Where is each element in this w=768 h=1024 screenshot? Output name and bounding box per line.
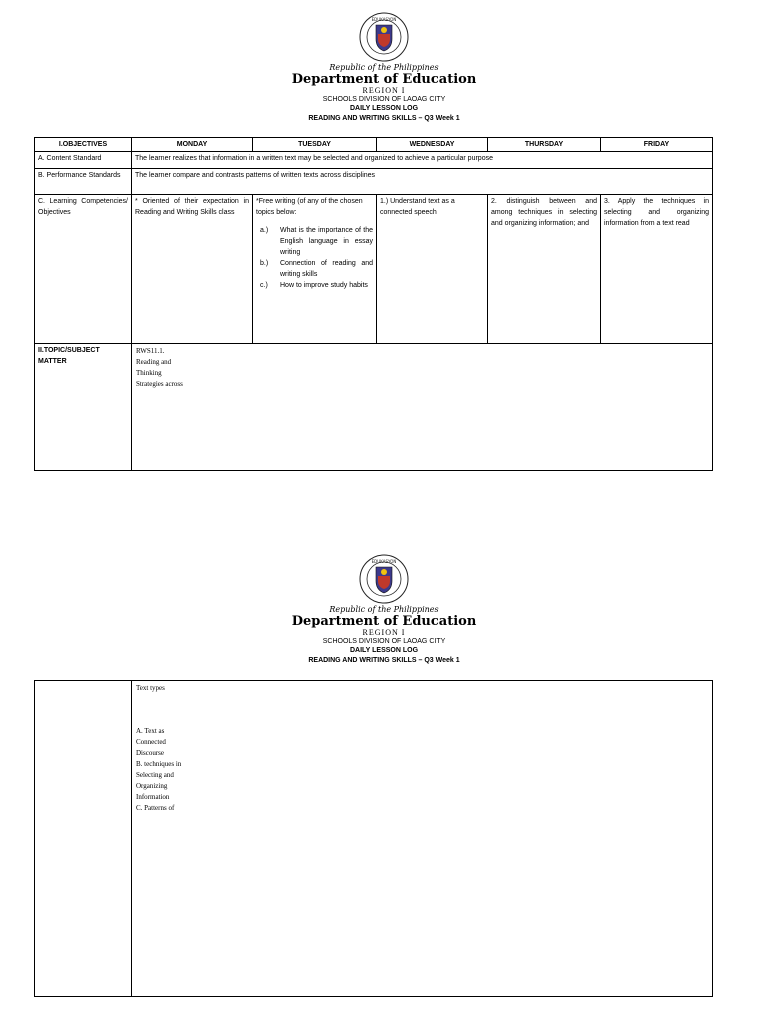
division-line: SCHOOLS DIVISION OF LAOAG CITY [322, 96, 446, 103]
division-line: SCHOOLS DIVISION OF LAOAG CITY [322, 638, 446, 645]
column-header: MONDAY [132, 138, 253, 152]
tuesday-intro: *Free writing (of any of the chosen topics below: [256, 198, 363, 216]
topic-line: Discourse [136, 748, 164, 757]
column-header: FRIDAY [601, 138, 713, 152]
department-name: Department of Education [291, 72, 477, 87]
table-header-row [35, 138, 713, 152]
svg-text:EDUKASYON: EDUKASYON [371, 559, 397, 564]
topic-cell [132, 344, 713, 471]
row-label-empty [35, 681, 132, 997]
row-label: C. Learning Competencies/ Objectives [35, 195, 132, 344]
svg-text:EDUKASYON: EDUKASYON [371, 17, 397, 22]
subject-line: READING AND WRITING SKILLS – Q3 Week 1 [308, 657, 460, 664]
content-standard-text: The learner realizes that information in a written text may be selected and organized to achieve a particular purpose [132, 152, 713, 169]
monday-cell: * Oriented of their expectation in Reading and Writing Skills class [132, 195, 253, 344]
topic-line: Thinking [136, 369, 162, 377]
wednesday-cell: 1.) Understand text as a connected speech [377, 195, 488, 344]
continuation-table [34, 680, 713, 997]
log-title: DAILY LESSON LOG [349, 105, 419, 112]
topic-line: B. techniques in [136, 759, 182, 768]
topic-line [136, 694, 708, 726]
topic-line: Strategies across [136, 380, 183, 388]
list-item: b.) Connection of reading and writing skills [260, 260, 373, 278]
lesson-log-table [34, 137, 713, 471]
column-header: I.OBJECTIVES [35, 138, 132, 152]
republic-line: Republic of the Philippines [329, 63, 439, 72]
thursday-cell: 2. distinguish between and among techniques in selecting and organizing information; and [488, 195, 601, 344]
column-header: THURSDAY [488, 138, 601, 152]
row-label: A. Content Standard [35, 152, 132, 169]
performance-text: The learner compare and contrasts patterns of written texts across disciplines [132, 169, 713, 195]
table-row-performance [35, 169, 713, 195]
table-row-content-standard [35, 152, 713, 169]
republic-line: Republic of the Philippines [329, 605, 439, 614]
topic-line: A. Text as [136, 726, 165, 735]
topic-line: Text types [136, 684, 165, 692]
topic-line: Selecting and [136, 770, 174, 779]
table-row-competencies [35, 195, 713, 344]
deped-seal-icon [359, 12, 409, 62]
letterhead [0, 12, 768, 124]
table-row-topic-continued [35, 681, 713, 997]
topic-line: Organizing [136, 781, 168, 790]
row-label: II.TOPIC/SUBJECT MATTER [35, 344, 132, 471]
log-title: DAILY LESSON LOG [349, 647, 419, 654]
topic-line: Reading and [136, 358, 172, 366]
topic-cell-continued [132, 681, 713, 997]
department-name: Department of Education [291, 614, 477, 629]
list-item: a.) What is the importance of the English language in essay writing [260, 227, 373, 256]
deped-seal-icon [359, 554, 409, 604]
topic-line: Information [136, 792, 170, 801]
topic-line: Connected [136, 737, 166, 746]
row-label: B. Performance Standards [35, 169, 132, 195]
column-header: TUESDAY [253, 138, 377, 152]
friday-cell: 3. Apply the techniques in selecting and organizing information from a text read [601, 195, 713, 344]
region-line: REGION I [362, 86, 406, 95]
topic-line: C. Patterns of [136, 803, 175, 812]
subject-line: READING AND WRITING SKILLS – Q3 Week 1 [308, 115, 460, 122]
table-row-topic [35, 344, 713, 471]
tuesday-topic-list [256, 225, 373, 291]
region-line: REGION I [362, 628, 406, 637]
column-header: WEDNESDAY [377, 138, 488, 152]
topic-line: RWS11.1. [136, 347, 165, 355]
tuesday-cell [253, 195, 377, 344]
list-item: c.) How to improve study habits [260, 282, 368, 289]
letterhead [0, 554, 768, 666]
